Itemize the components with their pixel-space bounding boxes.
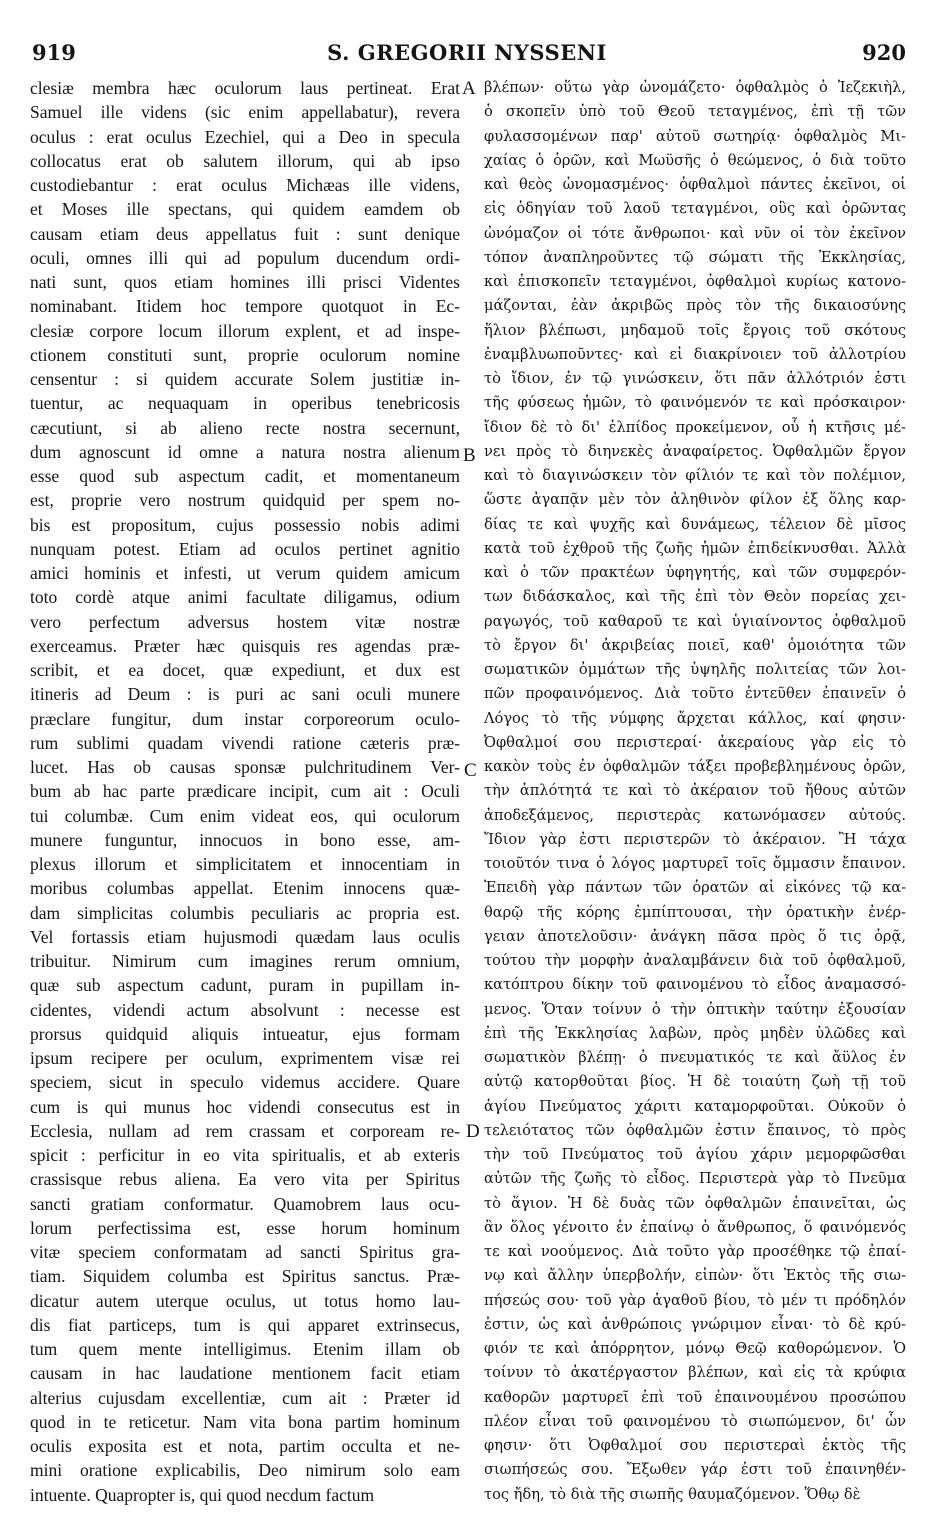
greek-text-line: μενος. Ὅταν τοίνυν ὁ τὴν ὀπτικὴν ταύτην ἐξουσίαν [484,1000,906,1018]
greek-text-line: Ἴδιον γὰρ ἐστι περιστερῶν τὸ ἀκέραιον. Ἢ τάχα [484,830,906,848]
latin-text-line: ipsum recipere per oculum, exprimentem visæ rei [30,1048,460,1068]
latin-text-line: præclare fungitur, dum instar corporeorum oculo- [30,708,460,729]
latin-text-line: tuentur, ac nequaquam in operibus tenebricosis [30,393,460,414]
page-number-left: 919 [32,40,76,65]
latin-text-line: lorum perfectissima est, esse horum hominum [30,1217,460,1238]
greek-text-line: φιόν τε καὶ ἀπόρρητον, μόνῳ Θεῷ καθορώμενον. Ὁ [484,1340,906,1357]
page-number-right: 920 [862,40,906,65]
greek-text-line: ἥλιον βλέπωσι, μηδαμοῦ τοῖς ἔργοις τοῦ σκότους [484,321,906,339]
latin-text-line: quæ sub aspectum cadunt, puram in pupillam in- [30,975,460,996]
greek-text-line: κακὸν τοὺς ἐν ὀφθαλμῶν τάξει προβεβλημένους ὁρῶν, [484,758,906,775]
greek-text-line: καὶ τὸ διαγινώσκειν τὸν φίλιόν τε καὶ τὸν πολέμιον, [484,467,906,484]
greek-text-line: κατόπτρου δίκην τοῦ φαινομένου τὸ εἶδος ἀναμασσό- [484,976,906,994]
latin-text-line: exerceamus. Præter hæc quisquis res agendas præ- [30,635,460,656]
greek-text-line: μάζονται, ἐὰν ἀκριβῶς πρὸς τὸν τῆς δικαιοσύνης [484,297,906,315]
greek-text-line: αὐτῷ κατορθοῦται βίος. Ἡ δὲ τοιαύτη ζωὴ τῇ τοῦ [484,1073,906,1091]
greek-text-line: τὸ ἅγιον. Ἡ δὲ δυὰς τῶν ὀφθαλμῶν ἐπαινεῖται, ὡς [484,1194,906,1212]
latin-text-line: vitæ speciem conformatam ad sancti Spiritus gra- [30,1242,460,1262]
latin-text-line: oculus : erat oculus Ezechiel, qui a Deo in specula [30,126,460,147]
section-marker-a: A [462,78,476,99]
latin-text-line: itineris ad Deum : is puri ac sani oculi munere [30,684,460,705]
latin-text-line: cæcutiunt, si ab alieno recte nostra secernunt, [30,417,460,438]
latin-text-line: mini oratione explicabilis, Deo nimirum solo eam [30,1460,460,1481]
greek-text-line: νει πρὸς τὸ διηνεκὲς ἀναφαίρετος. Ὀφθαλμῶν ἔργον [484,442,906,460]
latin-text-line: prorsus quidquid aliquis intueatur, ejus formam [30,1023,460,1044]
greek-text-line: φυλασσομένων παρ' αὐτοῦ σωτηρίᾳ· ὀφθαλμὸς Μι- [484,127,906,145]
greek-text-line: δίας τε καὶ ψυχῆς καὶ δυνάμεως, τέλειον δὲ μῖσος [484,515,906,533]
greek-text-line: τὸ ἴδιον, ἐν τῷ γινώσκειν, ὅτι πᾶν ἀλλότριόν ἐστι [484,370,906,387]
latin-text-line: et Moses ille spectans, qui quidem eamdem ob [30,199,460,220]
greek-text-line: αὐτῶν τῆς ζωῆς τὸ εἶδος. Περιστερὰ γὰρ τὸ Πνεῦμα [484,1170,906,1188]
greek-text-line: ἴδιον δὲ τὸ δι' ἐλπίδος προκείμενον, οὗ ἡ κτῆσις μέ- [484,418,906,436]
latin-text-line: nunquam potest. Etiam ad oculos pertinet agnitio [30,538,460,559]
latin-text-line: moribus columbas appellat. Etenim innocens quæ- [30,878,460,899]
latin-text-line: plexus illorum et simplicitatem et innocentiam in [30,854,460,874]
latin-text-line: causam etiam deus appellatus fuit : sunt denique [30,223,460,244]
latin-text-line: sancti gratiam conformatur. Quamobrem laus ocu- [30,1193,460,1214]
latin-text-line: custodiebantur : erat oculus Michæas ille videns, [30,175,460,195]
greek-text-line: ὁ σκοπεῖν ὑπὸ τοῦ Θεοῦ τεταγμένος, ἐπὶ τῇ τῶν [484,103,906,121]
latin-text-line: munere funguntur, innocuos in bono esse, am- [30,829,460,850]
greek-text-line: πήσεώς σου· τοῦ γὰρ ἀγαθοῦ βίου, τὸ μέν τι πρόδηλόν [484,1291,906,1309]
latin-text-line: cidentes, videndi actum absolvunt : necesse est [30,999,460,1020]
greek-text-line: πλέον εἶναι τοῦ φαινομένου τὸ σιωπώμενον, δι' ὧν [484,1412,906,1430]
greek-text-line: καὶ ἐπισκοπεῖν τεταγμένοι, ὀφθαλμοὶ κυρίως κατονο- [484,273,906,290]
greek-text-line: τὴν τοῦ Πνεύματος τοῦ ἁγίου χάριν μεμορφῶσθαι [484,1146,906,1163]
latin-text-line: censentur : si quidem accurate Solem justitiæ in- [30,369,460,389]
greek-text-line: ἐστιν, ὡς καὶ ἀνθρώποις γνώριμον εἶναι· τὸ δὲ κρύ- [484,1315,906,1333]
latin-text-line: tribuitur. Nimirum cum imagines rerum omnium, [30,951,460,971]
latin-text-line: collocatus erat ob salutem illorum, qui ab ipso [30,150,460,171]
latin-text-line: Vel fortassis etiam hujusmodi quædam laus oculis [30,926,460,947]
latin-text-line: causam in hac laudatione mentionem facit etiam [30,1363,460,1384]
greek-text-line: ἂν ὅλος γένοιτο ἐν ἐπαίνῳ ὁ ἄνθρωπος, ὅ φαινόμενός [484,1218,906,1236]
greek-text-line: καὶ ὁ τῶν πρακτέων ὑφηγητής, καὶ τῶν συμφερόν- [484,564,906,581]
latin-text-line: tui columbæ. Cum enim videat eos, qui oculorum [30,805,460,826]
latin-text-line: Ecclesia, nullam ad rem crassam et corpoream re- [30,1120,460,1141]
greek-text-line: τῆς φύσεως ἡμῶν, τὸ φαινόμενόν τε καὶ πρόσκαιρον· [484,394,906,412]
greek-text-line: των διδάσκαλος, καὶ τῆς ἐπὶ τὸν Θεὸν πορείας χει- [484,588,906,606]
latin-text-line: dum agnoscunt id omne a natura nostra alienum [30,441,460,462]
section-marker-d: D [466,1121,480,1142]
greek-text-line: καὶ θεὸς ὠνομασμένος· ὀφθαλμοὶ πάντες ἐκεῖνοι, οἱ [484,176,906,193]
greek-text-line: ἀποδεξάμενος, περιστερὰς κατωνόμασεν αὐτούς. [484,806,906,824]
latin-text-line: tiam. Siquidem columba est Spiritus sanctus. Præ- [30,1266,460,1287]
greek-text-line: φησιν· ὅτι Ὀφθαλμοί σου περιστεραὶ ἐκτὸς τῆς [484,1437,906,1454]
greek-text-line: κατὰ τοῦ ἐχθροῦ τῆς ζωῆς ἡμῶν ἐπιδείκνυσθαι. Ἀλλὰ [484,539,906,557]
greek-text-line: ὠνόμαζον οἱ τότε ἄνθρωποι· καὶ νῦν οἱ τὸν ἐκεῖνον [484,224,906,242]
latin-text-line: clesiæ corpore locum illorum explent, et ad inspe- [30,320,460,341]
latin-text-line: spicit : perficitur in eo vita spiritualis, et ab exteris [30,1145,460,1165]
greek-text-line: νῳ καὶ ἄλλην ὑπερβολήν, εἰπὼν· ὅτι Ἐκτὸς τῆς σιω- [484,1267,906,1285]
latin-text-line: dis fiat particeps, tum is qui apparet extrinsecus, [30,1314,460,1335]
latin-text-line: nati sunt, quos etiam homines illi prisci Videntes [30,272,460,292]
greek-text-line: ἁγίου Πνεύματος χάριτι καταμορφοῦται. Οὐκοῦν ὁ [484,1097,906,1115]
latin-text-line: toto cordè atque animi facultate diligamus, odium [30,587,460,608]
greek-text-line: πῶν προφαινόμενος. Διὰ τοῦτο ἐντεῦθεν ἐπαινεῖν ὁ [484,685,906,703]
latin-text-line: scribit, et ea docet, quæ expediunt, et dux est [30,660,460,680]
greek-text-line: τούτου τὴν μορφὴν ἀναλαμβάνειν διὰ τοῦ ὀφθαλμοῦ, [484,952,906,969]
running-title: S. GREGORII NYSSENI [327,40,607,65]
latin-text-line: quod in te reticetur. Nam vita bona partim hominum [30,1411,460,1432]
latin-text-line: rum sublimi quadam vivendi ratione cæteris præ- [30,732,460,753]
latin-text-line: clesiæ membra hæc oculorum laus pertineat. Erat [30,78,460,98]
latin-text-line: alterius cujusdam excellentiæ, cum ait : Præter id [30,1387,460,1408]
section-marker-b: B [463,445,476,466]
latin-text-line: esse quod sub aspectum cadit, et momentaneum [30,466,460,486]
greek-text-line: τοιοῦτόν τινα ὁ λόγος μαρτυρεῖ τοῖς ὄμμασιν ἔπαινον. [484,855,906,872]
latin-column [30,76,460,1507]
greek-text-line: θαρῷ τῆς κόρης ἐμπίπτουσαι, τὴν ὁρατικὴν ἐνέρ- [484,903,906,921]
latin-text-line: bis est propositum, cujus possessio nobis adimi [30,514,460,535]
latin-text-line: est, proprie vero nostrum quidquid per spem no- [30,490,460,511]
greek-text-line: χαίας ὁ ὁρῶν, καὶ Μωϋσῆς ὁ θεώμενος, ὁ διὰ τοῦτο [484,151,906,169]
latin-text-line: cum is qui munus hoc videndi consecutus est in [30,1096,460,1117]
section-marker-c: C [464,760,477,781]
greek-text-line: γειαν ἀποτελοῦσιν· ἀνάγκη πᾶσα πρὸς ὅ τις ὁρᾷ, [484,927,906,945]
greek-text-line: βλέπων· οὕτω γὰρ ὠνομάζετο· ὀφθαλμὸς ὁ Ἰεζεκιὴλ, [484,79,906,96]
greek-text-line: τε καὶ νοούμενος. Διὰ τοῦτο γὰρ προσέθηκε τῷ ἐπαί- [484,1243,906,1260]
latin-text-line: nominabant. Itidem hoc tempore quotquot in Ec- [30,296,460,317]
greek-text-line: ἐπὶ τῆς Ἐκκλησίας λαβὼν, πρὸς μηδὲν ὑλῶδες καὶ [484,1024,906,1042]
latin-text-line: intuente. Quapropter is, qui quod necdum factum [30,1484,375,1505]
greek-text-line: τόπον ἀναπληροῦντες τῷ σώματι τῆς Ἐκκλησίας, [484,248,906,266]
latin-text-line: ctionem constituti sunt, proprie oculorum nomine [30,344,460,365]
latin-text-line: oculis exposita est et nota, partim occulta et ne- [30,1436,460,1456]
latin-text-line: vero perfectum adversus hostem vitæ nostræ [30,611,460,632]
latin-text-line: oculi, omnes illi qui ad populum ducendum ordi- [30,247,460,268]
latin-text-line: amici hominis et infesti, ut verum quidem amicum [30,563,460,583]
greek-text-line: εἰς ὁδηγίαν τοῦ λαοῦ τεταγμένοι, οὓς καὶ ὁρῶντας [484,200,906,218]
latin-text-line: lucet. Has ob causas sponsæ pulchritudinem Ver- [30,757,460,777]
greek-text-line: τος ἤδη, τὸ διὰ τῆς σιωπῆς θαυμαζόμενον. Ὅθῳ δὲ [484,1485,861,1503]
latin-text-line: dam simplicitas columbis peculiaris ac propria est. [30,902,460,923]
page-header [28,40,906,70]
greek-text-line: ραγωγός, τοῦ καθαροῦ τε καὶ ὑγιαίνοντος ὀφθαλμοῦ [484,612,906,630]
greek-text-line: Λόγος τὸ τῆς νύμφης ἄρχεται κάλλος, καί φησιν· [484,709,906,727]
latin-text-line: bum ab hac parte prædicare incipit, cum ait : Oculi [30,781,460,802]
greek-text-line: τελειότατος τῶν ὀφθαλμῶν ἐστιν ἔπαινος, τὸ πρὸς [484,1121,906,1139]
latin-text-line: crassisque rebus aliena. Ea vero vita per Spiritus [30,1169,460,1190]
latin-text-line: dicatur autem uterque oculus, ut totus homo lau- [30,1290,460,1311]
latin-text-line: Samuel ille videns (sic enim appellabatur), revera [30,102,460,123]
greek-text-line: τὴν ἁπλότητά τε καὶ τὸ ἀκέραιον τοῦ ἤθους αὐτῶν [484,782,906,800]
greek-text-line: σωματικὸν βλέπῃ· ὁ πνευματικός τε καὶ ἄϋλος ἐν [484,1049,906,1066]
latin-text-line: tum quem mente intelligimus. Etenim illam ob [30,1339,460,1359]
latin-text-line: speciem, sicut in speculo videmus accidere. Quare [30,1072,460,1093]
greek-text-line: σωματικῶν ὀμμάτων τῆς ὑψηλῆς πολιτείας τῶν λοι- [484,661,906,678]
greek-text-line: σιωπήσεώς σου. Ἔξωθεν γάρ ἐστι τοῦ ἐπαινηθέν- [484,1461,906,1479]
greek-column [484,76,906,1507]
greek-text-line: τοίνυν τὸ ἀκατέργαστον βλέπων, καὶ εἰς τὰ κρύφια [484,1364,906,1382]
greek-text-line: τὸ ἔργον δι' ἀκριβείας ποιεῖ, καθ' ὁμοιότητα τῶν [484,636,906,654]
greek-text-line: καθορῶν μαρτυρεῖ ἐπὶ τοῦ ἐπαινουμένου προσώπου [484,1388,906,1406]
greek-text-line: ἐναμβλυωποῦντες· καὶ εἰ διακρίνοιεν τοῦ ἀλλοτρίου [484,345,906,363]
greek-text-line: Ὀφθαλμοί σου περιστεραί· ἀκεραίους γὰρ εἰς τὸ [484,733,906,751]
greek-text-line: Ἐπειδὴ γὰρ πάντων τῶν ὁρατῶν αἱ εἰκόνες τῷ κα- [484,879,906,897]
greek-text-line: ὥστε ἀγαπᾷν μὲν τὸν ἀληθινὸν φίλον ἐξ ὅλης καρ- [484,491,906,509]
